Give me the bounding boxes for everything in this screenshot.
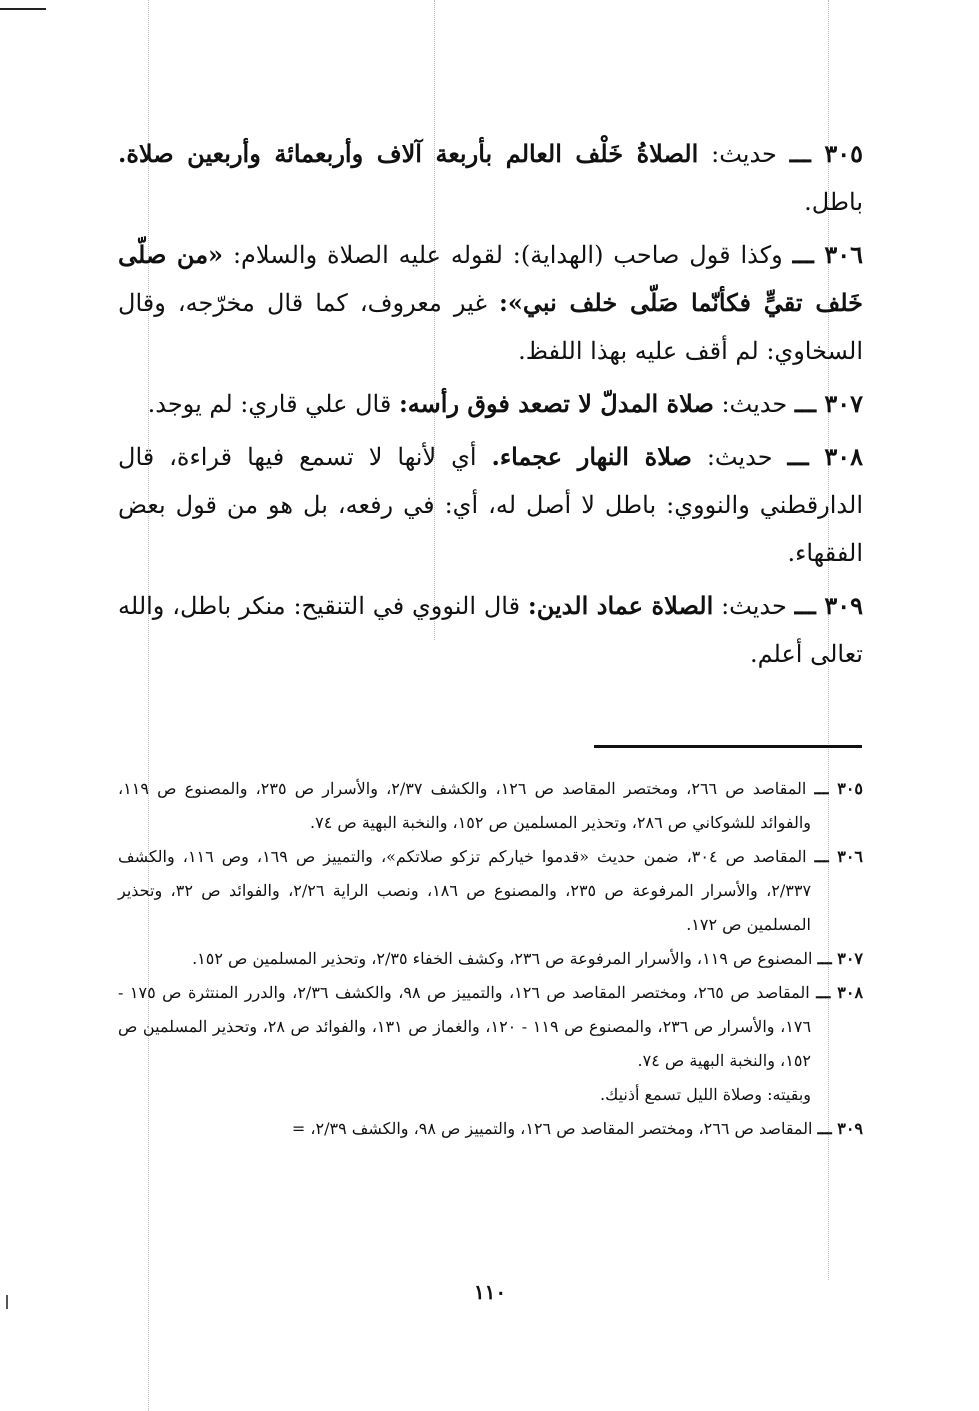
entry-307: [118, 380, 863, 428]
entry-label: حديث:: [721, 390, 788, 418]
entry-label: حديث:: [721, 592, 787, 620]
entry-verdict: قال علي قاري: لم يوجد.: [147, 390, 392, 418]
entry-label: حديث:: [706, 443, 773, 471]
main-text: [118, 130, 863, 683]
footnote-number: ٣٠٦ ـــ: [814, 847, 864, 866]
entry-number: ٣٠٨ ـــ: [787, 442, 863, 471]
footnote-number: ٣٠٨ ـــ: [816, 983, 864, 1002]
entry-306: [118, 231, 863, 375]
footnote-number: ٣٠٥ ـــ: [814, 779, 864, 798]
footnote-separator: [594, 745, 862, 748]
footnote-text: المقاصد ص ٣٠٤، ضمن حديث «قدموا خياركم تزكو صلاتكم»، والتمييز ص ١٦٩، وص ١١٦، والكشف ٢/٣٣٧، والأسرار المرفوعة ص ٢٣٥، والمصنوع ص ١٨٦، ونصب الراية ٢/٢٦، والفوائد ص ٣٢، وتحذير المسلمين ص ١٧٢.: [118, 847, 812, 934]
entry-number: ٣٠٦ ـــ: [792, 240, 863, 269]
entry-label: حديث:: [711, 140, 777, 168]
scan-edge-mark: [6, 1295, 8, 1309]
footnote-307: [118, 942, 863, 976]
footnote-text: وبقيته: وصلاة الليل تسمع أذنيك.: [600, 1085, 811, 1104]
hadith-text: الصلاة عماد الدين:: [527, 591, 714, 620]
entry-number: ٣٠٥ ـــ: [789, 139, 864, 168]
footnotes: [118, 772, 863, 1146]
entry-label: وكذا قول صاحب (الهداية): لقوله عليه الصلاة والسلام:: [232, 241, 783, 269]
footnote-number: ٣٠٩ ـــ: [817, 1119, 863, 1138]
hadith-text: الصلاةُ خَلْف العالم بأربعة آلاف وأربعمائة وأربعين صلاة.: [118, 139, 699, 168]
hadith-text: «من صلّى خَلف تقيٍّ فكأنّما صَلّى خلف نبي»:: [118, 240, 863, 317]
entry-305: [118, 130, 863, 226]
hadith-text: صلاة النهار عجماء.: [491, 442, 692, 471]
entry-number: ٣٠٧ ـــ: [794, 389, 863, 418]
hadith-text: صلاة المدلّ لا تصعد فوق رأسه:: [398, 389, 714, 418]
footnote-309: [118, 1112, 863, 1146]
entry-number: ٣٠٩ ـــ: [794, 591, 863, 620]
footnote-text: المصنوع ص ١١٩، والأسرار المرفوعة ص ٢٣٦، وكشف الخفاء ٢/٣٥، وتحذير المسلمين ص ١٥٢.: [192, 949, 813, 968]
entry-verdict: باطل.: [804, 188, 863, 216]
footnote-continuation: [118, 1078, 863, 1112]
page-number: ١١٠: [473, 1280, 507, 1304]
footnote-306: [118, 840, 863, 942]
entry-309: [118, 582, 863, 678]
entry-verdict: غير معروف، كما قال مخرّجه، وقال السخاوي: لم أقف عليه بهذا اللفظ.: [118, 289, 863, 365]
entry-verdict: قال النووي في التنقيح: منكر باطل، والله تعالى أعلم.: [118, 592, 863, 668]
entry-308: [118, 433, 863, 577]
scan-corner-mark: [0, 8, 46, 10]
footnote-305: [118, 772, 863, 840]
entry-verdict: أي لأنها لا تسمع فيها قراءة، قال الدارقطني والنووي: باطل لا أصل له، أي: في رفعه، بل هو من قول بعض الفقهاء.: [118, 443, 864, 567]
footnote-text: المقاصد ص ٢٦٦، ومختصر المقاصد ص ١٢٦، والكشف ٢/٣٧، والأسرار ص ٢٣٥، والمصنوع ص ١١٩، والفوائد للشوكاني ص ٢٨٦، وتحذير المسلمين ص ١٥٢، والنخبة البهية ص ٧٤.: [118, 779, 811, 832]
footnote-text: المقاصد ص ٢٦٦، ومختصر المقاصد ص ١٢٦، والتمييز ص ٩٨، والكشف ٢/٣٩، =: [291, 1119, 813, 1138]
footnote-text: المقاصد ص ٢٦٥، ومختصر المقاصد ص ١٢٦، والتمييز ص ٩٨، والكشف ٢/٣٦، والدرر المنتثرة ص ١٧٥ - ١٧٦، والأسرار ص ٢٣٦، والمصنوع ص ١١٩ - ١٢٠، والغماز ص ١٣١، والفوائد ص ٢٨، وتحذير المسلمين ص ١٥٢، والنخبة البهية ص ٧٤.: [118, 983, 812, 1070]
footnote-number: ٣٠٧ ـــ: [817, 949, 863, 968]
footnote-308: [118, 976, 863, 1078]
